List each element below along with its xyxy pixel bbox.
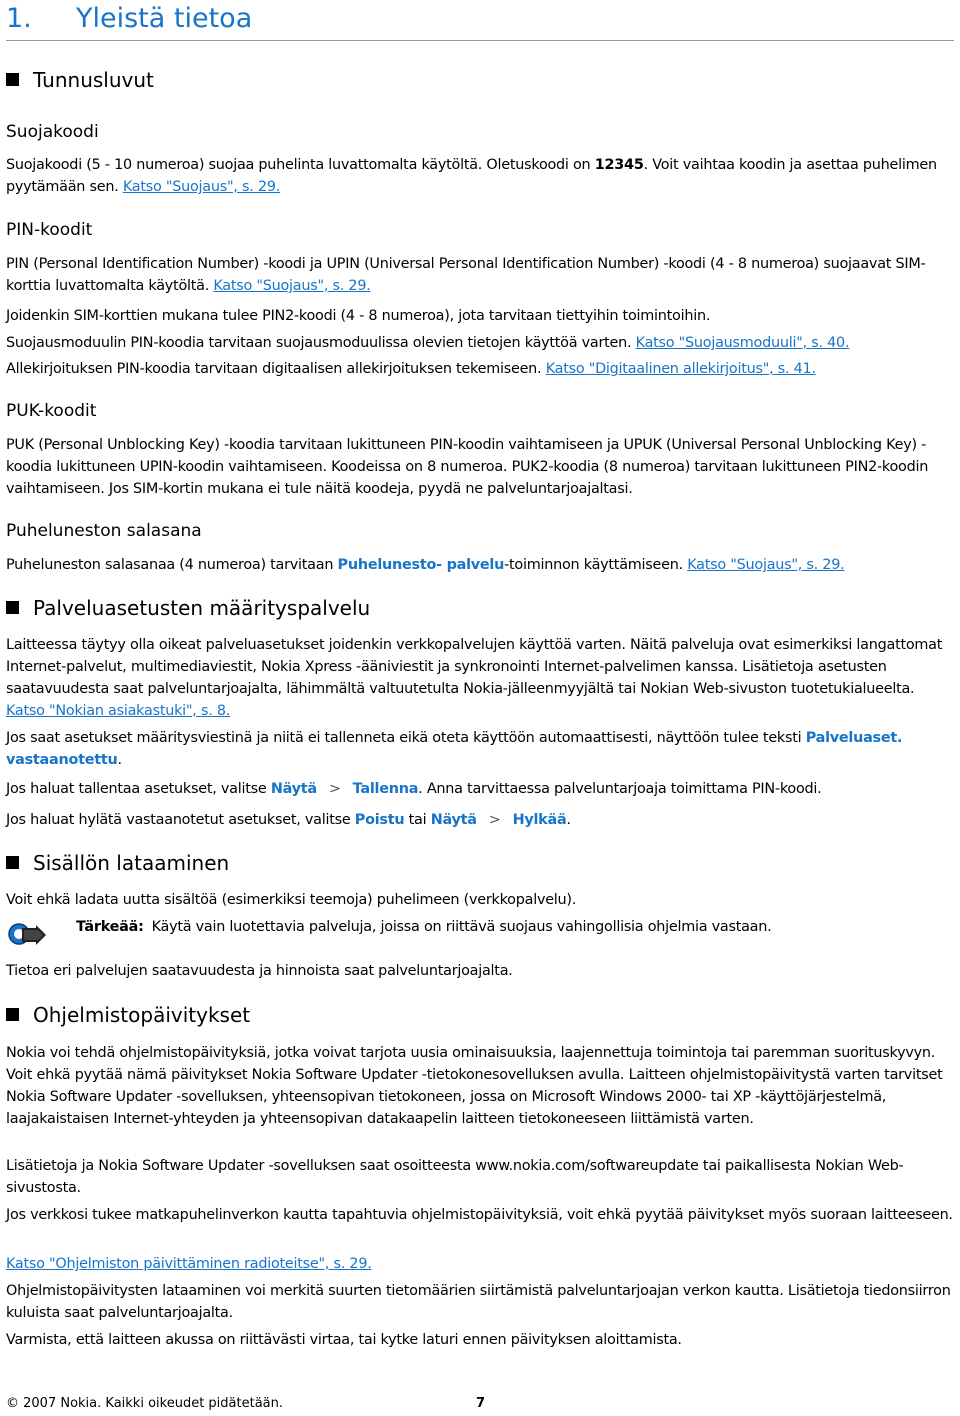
section-heading-sisallon-lataaminen: Sisällön lataaminen xyxy=(6,851,229,875)
subheading-puheluneston-salasana: Puheluneston salasana xyxy=(6,521,202,541)
link-suojaus[interactable]: Katso "Suojaus", s. 29. xyxy=(687,557,845,573)
section-heading-tunnusluvut: Tunnusluvut xyxy=(6,68,154,92)
link-suojaus[interactable]: Katso "Suojaus", s. 29. xyxy=(122,179,281,195)
section-heading-ohjelmistopaivitykset: Ohjelmistopäivitykset xyxy=(6,1003,250,1027)
subheading-puk-koodit: PUK-koodit xyxy=(6,401,97,421)
square-bullet-icon xyxy=(6,73,19,86)
section-heading-palveluasetukset: Palveluasetusten määrityspalvelu xyxy=(6,596,370,620)
paragraph-pin-3: Suojausmoduulin PIN-koodia tarvitaan suojausmoduulissa olevien tietojen käyttöä varten. Katso "Suojausmoduuli", s. 40. xyxy=(6,335,850,351)
chapter-title: Yleistä tietoa xyxy=(76,3,253,34)
note-hand-pointer-icon xyxy=(6,918,48,952)
paragraph-pin-4: Allekirjoituksen PIN-koodia tarvitaan digitaalisen allekirjoituksen tekemiseen. Katso "Digitaalinen allekirjoitus", s. 41. xyxy=(6,361,816,377)
paragraph-puk: PUK (Personal Unblocking Key) -koodia tarvitaan lukittuneen PIN-koodin vaihtamiseen ja UPUK (Universal Personal Unblocking Key) -koodia lukittuneen UPIN-koodin vaihtamiseen. Koodeissa on 8 numeroa. PUK2-koodia (8 numeroa) tarvitaan lukittuneen PIN2-koodin vaihtamiseen. Jos SIM-kortin mukana ei tule näitä koodeja, pyydä ne palveluntarjoajaltasi. xyxy=(6,437,929,497)
footer-copyright: © 2007 Nokia. Kaikki oikeudet pidätetään. xyxy=(6,1396,283,1411)
paragraph-palvelu-4: Jos haluat hylätä vastaanotetut asetukset, valitse Poistu tai Näytä > Hylkää. xyxy=(6,809,954,831)
subheading-pin-koodit: PIN-koodit xyxy=(6,220,93,240)
link-suojaus[interactable]: Katso "Suojaus", s. 29. xyxy=(213,278,371,294)
paragraph-paivitykset-4 xyxy=(6,1253,954,1275)
paragraph-paivitykset-2: Lisätietoja ja Nokia Software Updater -sovelluksen saat osoitteesta www.nokia.com/softwareupdate tai paikallisesta Nokian Web-sivustosta. xyxy=(6,1158,904,1196)
paragraph-pin-1: PIN (Personal Identification Number) -koodi ja UPIN (Universal Personal Identification Number) -koodi (4 - 8 numeroa) suojaavat SIM-korttia luvattomalta käytöltä. Katso "Suojaus", s. 29. xyxy=(6,256,926,294)
note-text: Käytä vain luotettavia palveluja, joissa on riittävä suojaus vahingollisia ohjelmia vastaan. xyxy=(151,919,772,935)
chevron-right-icon: > xyxy=(328,781,341,797)
chevron-right-icon: > xyxy=(488,812,501,828)
paragraph-palvelu-1: Laitteessa täytyy olla oikeat palveluasetukset joidenkin verkkopalvelujen käyttöä varten. Näitä palveluja ovat esimerkiksi langattomat Internet-palvelut, multimediaviestit, Nokia Xpress -ääniviestit ja synkronointi Internet-palvelimen kanssa. Lisätietoja asetusten saatavuudesta saat palveluntarjoajalta, lähimmältä valtuutetulta Nokia-jälleenmyyjältä tai Nokian Web-sivuston tuotetukialueelta. Katso "Nokian asiakastuki", s. 8. xyxy=(6,637,943,719)
paragraph-palvelu-3: Jos haluat tallentaa asetukset, valitse Näytä > Tallenna. Anna tarvittaessa palveluntarjoaja toimittama PIN-koodi. xyxy=(6,778,954,800)
paragraph-suojakoodi: Suojakoodi (5 - 10 numeroa) suojaa puhelinta luvattomalta käytöltä. Oletuskoodi on 12345. Voit vaihtaa koodin ja asettaa puhelimen pyytämään sen. Katso "Suojaus", s. 29. xyxy=(6,157,937,195)
paragraph-salasana: Puheluneston salasanaa (4 numeroa) tarvitaan Puhelunesto- palvelu-toiminnon käyttämiseen. Katso "Suojaus", s. 29. xyxy=(6,557,845,573)
paragraph-paivitykset-3: Jos verkkosi tukee matkapuhelinverkon kautta tapahtuvia ohjelmistopäivityksiä, voit ehkä pyytää päivitykset myös suoraan laitteeseen. xyxy=(6,1207,953,1223)
chapter-number: 1. xyxy=(6,3,32,34)
paragraph-palvelu-2: Jos saat asetukset määritysviestinä ja niitä ei tallenneta eikä oteta käyttöön automaattisesti, näyttöön tulee teksti Palveluaset. vastaanotettu. xyxy=(6,730,903,768)
square-bullet-icon xyxy=(6,856,19,869)
square-bullet-icon xyxy=(6,601,19,614)
paragraph-lataaminen-2: Tietoa eri palvelujen saatavuudesta ja hinnoista saat palveluntarjoajalta. xyxy=(6,963,513,979)
chapter-header xyxy=(6,0,954,41)
link-nokian-asiakastuki[interactable]: Katso "Nokian asiakastuki", s. 8. xyxy=(6,703,231,719)
link-suojausmoduuli[interactable]: Katso "Suojausmoduuli", s. 40. xyxy=(635,335,850,351)
link-ohjelmiston-paivittaminen[interactable]: Katso "Ohjelmiston päivittäminen radioteitse", s. 29. xyxy=(6,1256,372,1272)
paragraph-pin-2: Joidenkin SIM-korttien mukana tulee PIN2-koodi (4 - 8 numeroa), jota tarvitaan tiettyihin toimintoihin. xyxy=(6,308,711,324)
link-digitaalinen-allekirjoitus[interactable]: Katso "Digitaalinen allekirjoitus", s. 41. xyxy=(545,361,816,377)
paragraph-paivitykset-1: Nokia voi tehdä ohjelmistopäivityksiä, jotka voivat tarjota uusia ominaisuuksia, laajennettuja toimintoja tai paremman suorituskyvyn. Voit ehkä pyytää nämä päivitykset Nokia Software Updater -tietokonesovelluksen avulla. Laitteen ohjelmistopäivitystä varten tarvitset Nokia Software Updater -sovelluksen, yhteensopivan tietokoneen, jossa on Microsoft Windows 2000- tai XP -käyttöjärjestelmä, laajakaistaisen Internet-yhteyden ja yhteensopivan datakaapelin laitteen tietokoneeseen liittämistä varten. xyxy=(6,1045,943,1127)
paragraph-paivitykset-5: Ohjelmistopäivitysten lataaminen voi merkitä suurten tietomäärien siirtämistä palveluntarjoajan verkon kautta. Lisätietoja tiedonsiirron kuluista saat palveluntarjoajalta. xyxy=(6,1283,951,1321)
subheading-suojakoodi: Suojakoodi xyxy=(6,122,99,142)
note-label: Tärkeää: xyxy=(76,919,144,935)
paragraph-paivitykset-6: Varmista, että laitteen akussa on riittävästi virtaa, tai kytke laturi ennen päivityksen aloittamista. xyxy=(6,1332,682,1348)
note-important xyxy=(76,916,936,938)
square-bullet-icon xyxy=(6,1008,19,1021)
footer-page-number: 7 xyxy=(476,1396,486,1411)
paragraph-lataaminen-1: Voit ehkä ladata uutta sisältöä (esimerkiksi teemoja) puhelimeen (verkkopalvelu). xyxy=(6,892,577,908)
